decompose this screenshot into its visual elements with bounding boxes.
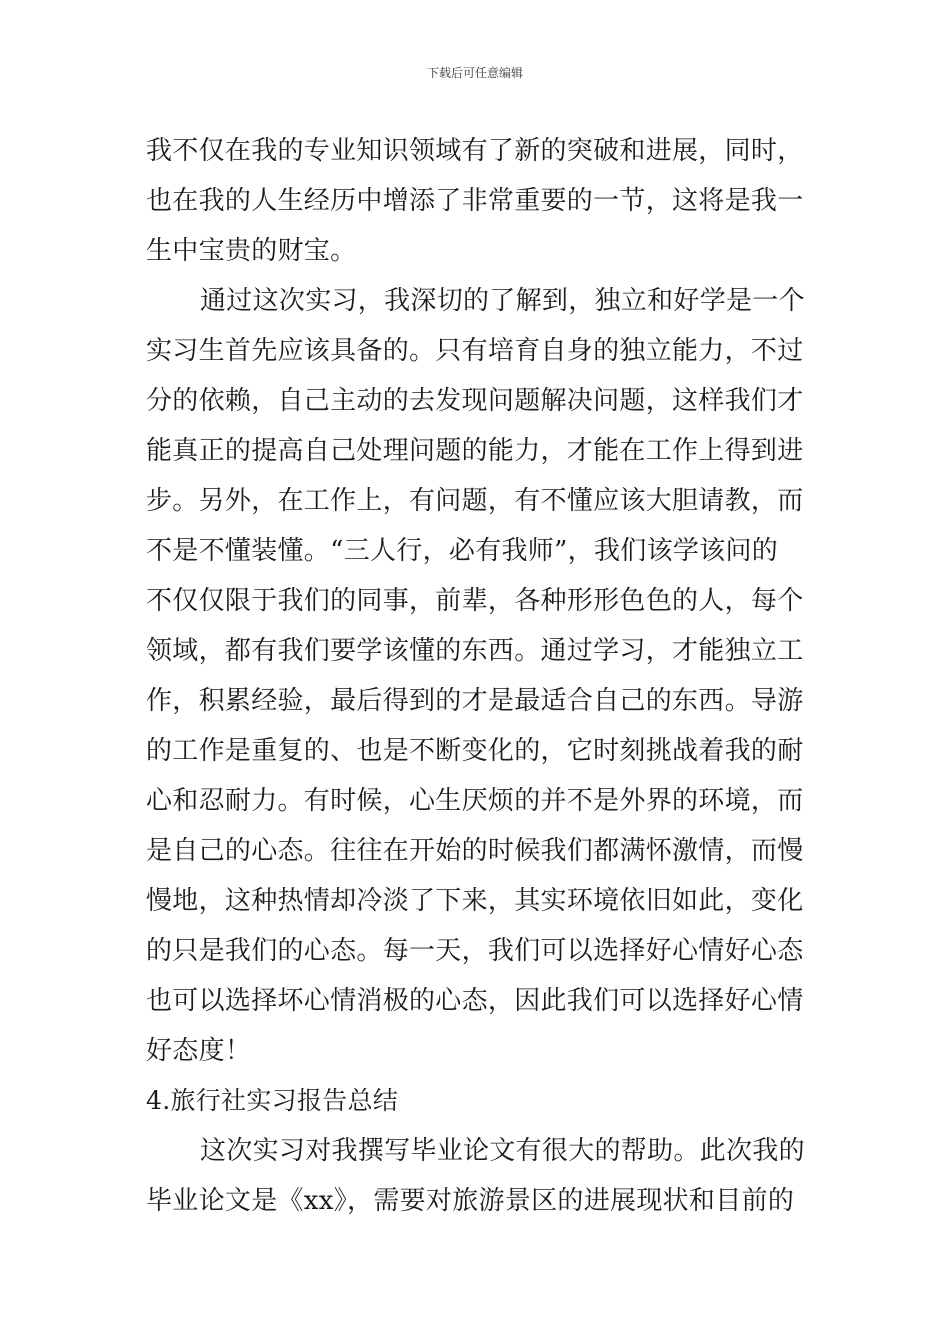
text-line: 作，积累经验，最后得到的才是最适合自己的东西。导游: [146, 686, 804, 716]
text-line: 的工作是重复的、也是不断变化的，它时刻挑战着我的耐: [146, 736, 804, 766]
text-line: 心和忍耐力。有时候，心生厌烦的并不是外界的环境，而: [146, 786, 804, 816]
section-heading: 4.旅行社实习报告总结: [146, 1086, 399, 1115]
text-line: 生中宝贵的财宝。: [146, 236, 357, 266]
document-body: [146, 126, 810, 1226]
text-line: 不仅仅限于我们的同事，前辈，各种形形色色的人，每个: [146, 586, 804, 616]
text-line: 也在我的人生经历中增添了非常重要的一节，这将是我一: [146, 186, 804, 216]
paragraph-first-line: 这次实习对我撰写毕业论文有很大的帮助。此次我的: [200, 1136, 805, 1166]
text-line: 分的依赖，自己主动的去发现问题解决问题，这样我们才: [146, 386, 804, 416]
text-line: 慢地，这种热情却冷淡了下来，其实环境依旧如此，变化: [146, 886, 804, 916]
text-line: 是自己的心态。往往在开始的时候我们都满怀激情，而慢: [146, 836, 804, 866]
text-line: 的只是我们的心态。每一天，我们可以选择好心情好心态: [146, 936, 804, 966]
text-line: 实习生首先应该具备的。只有培育自身的独立能力，不过: [146, 336, 804, 366]
text-line: 能真正的提高自己处理问题的能力，才能在工作上得到进: [146, 436, 804, 466]
text-line: 好态度！: [146, 1036, 252, 1066]
text-line: 毕业论文是《xx》，需要对旅游景区的进展现状和目前的: [146, 1186, 795, 1216]
text-line: 不是不懂装懂。“三人行，必有我师”，我们该学该问的: [146, 536, 779, 566]
text-line: 步。另外，在工作上，有问题，有不懂应该大胆请教，而: [146, 486, 804, 516]
text-line: 领域，都有我们要学该懂的东西。通过学习，才能独立工: [146, 636, 804, 666]
paragraph-first-line: 通过这次实习，我深切的了解到，独立和好学是一个: [200, 286, 805, 316]
text-line: 也可以选择坏心情消极的心态，因此我们可以选择好心情: [146, 986, 804, 1016]
text-line: 我不仅在我的专业知识领域有了新的突破和进展，同时，: [146, 136, 804, 166]
page-header: 下载后可任意编辑: [426, 66, 523, 80]
